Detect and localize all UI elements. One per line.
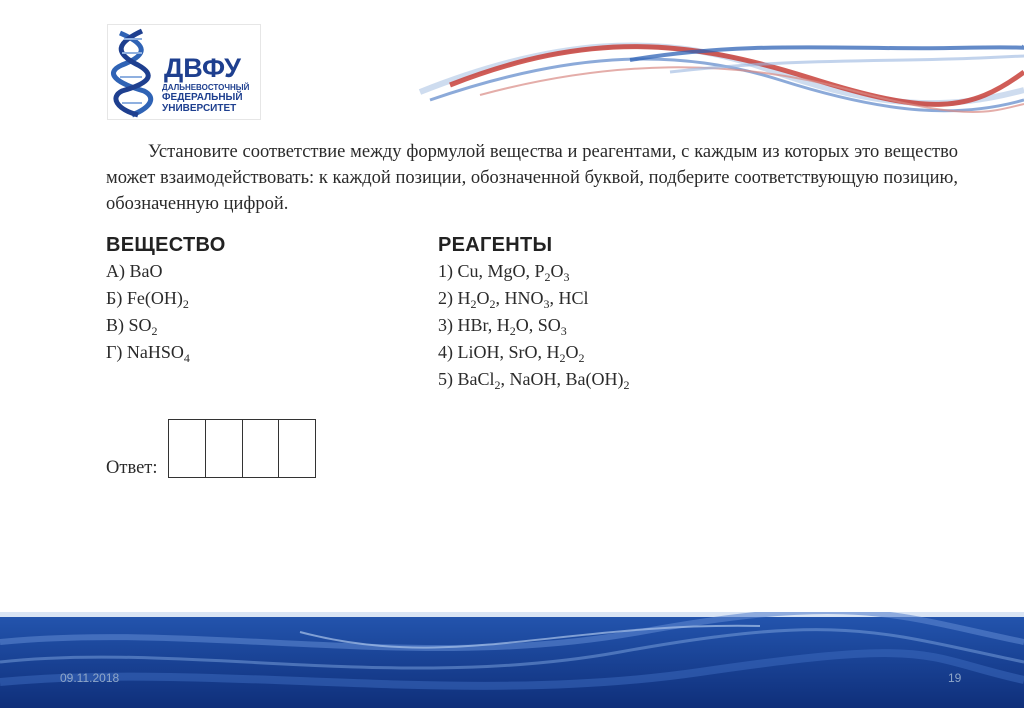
reagent-item-label: 1) bbox=[438, 261, 458, 281]
reagent-formula-part: , NaOH, Ba(OH) bbox=[500, 369, 624, 389]
reagent-formula-part: O, SO bbox=[515, 315, 561, 335]
decorative-waves-top bbox=[330, 0, 1024, 140]
reagent-formula-part: BaCl bbox=[457, 369, 495, 389]
substance-item bbox=[106, 258, 226, 285]
answer-grid bbox=[168, 419, 316, 478]
substances-column bbox=[106, 232, 226, 366]
substance-formula-subscript: 2 bbox=[182, 297, 189, 311]
substance-item bbox=[106, 339, 226, 366]
substance-item-label: Г) bbox=[106, 342, 127, 362]
substance-item bbox=[106, 312, 226, 339]
reagents-header: РЕАГЕНТЫ bbox=[438, 234, 553, 256]
reagent-item-label: 4) bbox=[438, 342, 458, 362]
reagent-item-label: 3) bbox=[438, 315, 458, 335]
substance-formula-part: Fe(OH) bbox=[126, 288, 183, 308]
reagent-item bbox=[438, 285, 629, 312]
reagent-item bbox=[438, 258, 629, 285]
reagent-formula-subscript: 2 bbox=[509, 324, 516, 338]
reagent-formula-subscript: 2 bbox=[623, 378, 630, 392]
substance-formula-part: SO bbox=[128, 315, 152, 335]
reagent-formula-subscript: 2 bbox=[489, 297, 496, 311]
reagent-formula-subscript: 2 bbox=[470, 297, 477, 311]
substance-formula-part: NaHSO bbox=[126, 342, 184, 362]
reagent-formula-part: Cu, MgO, P bbox=[457, 261, 545, 281]
reagent-formula-part: H bbox=[457, 288, 471, 308]
substance-item-label: А) bbox=[106, 261, 130, 281]
reagent-item bbox=[438, 312, 629, 339]
reagent-formula-subscript: 2 bbox=[578, 351, 585, 365]
logo-line-2: ФЕДЕРАЛЬНЫЙ bbox=[162, 92, 243, 103]
answer-cell[interactable] bbox=[279, 420, 315, 477]
university-logo bbox=[107, 24, 261, 120]
reagent-item-label: 5) bbox=[438, 369, 458, 389]
reagent-formula-subscript: 3 bbox=[563, 270, 570, 284]
logo-abbreviation: ДВФУ bbox=[164, 53, 241, 83]
substances-list bbox=[106, 258, 226, 366]
reagents-list bbox=[438, 258, 629, 393]
reagent-formula-part: O bbox=[565, 342, 579, 362]
logo-line-1: ДАЛЬНЕВОСТОЧНЫЙ bbox=[162, 83, 250, 92]
substance-formula-subscript: 2 bbox=[151, 324, 158, 338]
substance-item-label: Б) bbox=[106, 288, 127, 308]
reagent-formula-part: O bbox=[550, 261, 564, 281]
reagent-item bbox=[438, 366, 629, 393]
reagent-formula-subscript: 2 bbox=[559, 351, 566, 365]
substance-formula-part: BaO bbox=[129, 261, 163, 281]
answer-cell[interactable] bbox=[206, 420, 243, 477]
substances-header: ВЕЩЕСТВО bbox=[106, 234, 226, 256]
answer-cell[interactable] bbox=[169, 420, 206, 477]
reagent-item bbox=[438, 339, 629, 366]
reagents-column bbox=[438, 232, 629, 393]
substance-formula-subscript: 4 bbox=[183, 351, 190, 365]
reagent-item-label: 2) bbox=[438, 288, 458, 308]
reagent-formula-subscript: 3 bbox=[543, 297, 550, 311]
logo-line-3: УНИВЕРСИТЕТ bbox=[162, 103, 237, 114]
reagent-formula-subscript: 2 bbox=[544, 270, 551, 284]
reagent-formula-subscript: 3 bbox=[560, 324, 567, 338]
answer-cell[interactable] bbox=[243, 420, 280, 477]
dna-helix-icon bbox=[108, 25, 162, 119]
answer-label: Ответ: bbox=[106, 458, 158, 478]
task-statement: Установите соответствие между формулой вещества и реагентами, с каждым из которых это вещество может взаимодействовать: к каждой позиции, обозначенной буквой, подберите соответствующую позицию, обозначенную цифрой. bbox=[106, 142, 958, 214]
decorative-waves-bottom bbox=[0, 612, 1024, 708]
reagent-formula-part: , HNO bbox=[495, 288, 544, 308]
substance-item bbox=[106, 285, 226, 312]
reagent-formula-part: , HCl bbox=[549, 288, 589, 308]
substance-item-label: В) bbox=[106, 315, 129, 335]
reagent-formula-part: O bbox=[476, 288, 490, 308]
reagent-formula-part: LiOH, SrO, H bbox=[457, 342, 560, 362]
reagent-formula-part: HBr, H bbox=[457, 315, 510, 335]
footer-date: 09.11.2018 bbox=[60, 671, 120, 685]
reagent-formula-subscript: 2 bbox=[494, 378, 501, 392]
page-number: 19 bbox=[948, 671, 962, 685]
